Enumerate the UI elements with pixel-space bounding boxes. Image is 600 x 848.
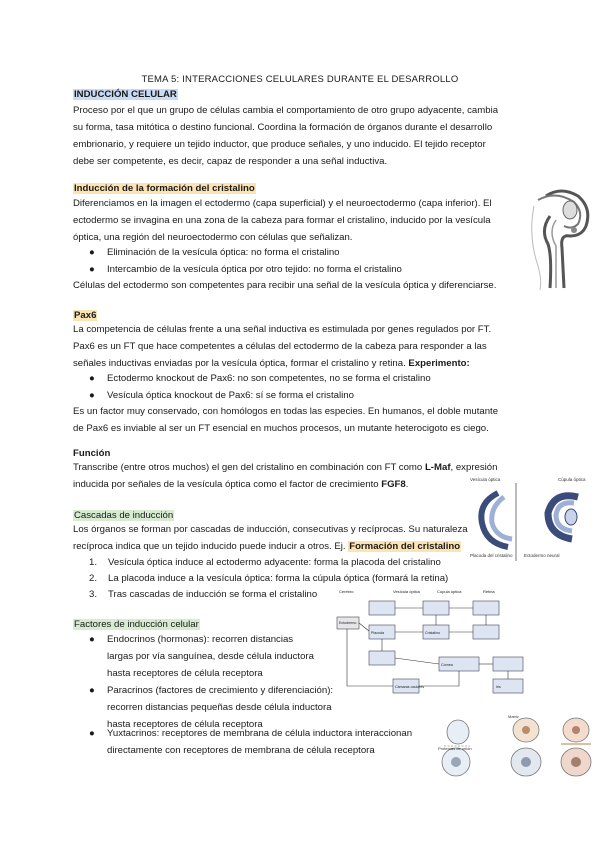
embryo-head-figure bbox=[526, 186, 596, 290]
bullet-ectodermo-knockout: ● Ectodermo knockout de Pax6: no son competentes, no se forma el cristalino bbox=[89, 373, 431, 384]
heading-pax6: Pax6 bbox=[74, 310, 97, 321]
flow-box-iris: Iris bbox=[496, 685, 501, 689]
flow-label-vesicula: Vesícula óptica bbox=[393, 589, 420, 594]
label-placoda: Placoda del cristalino bbox=[470, 553, 513, 558]
document-title: TEMA 5: INTERACCIONES CELULARES DURANTE EL DESARROLLO bbox=[141, 74, 459, 85]
flow-label-cerebro: Cerebro bbox=[339, 589, 354, 594]
label-cupula-optica: Cúpula óptica bbox=[558, 477, 586, 482]
bullet-intercambio: ● Intercambio de la vesícula óptica por otro tejido: no forma el cristalino bbox=[89, 264, 402, 275]
flow-box-placoda: Placoda bbox=[371, 631, 384, 635]
heading-cascadas: Cascadas de inducción bbox=[74, 510, 174, 521]
optic-cup-figure bbox=[468, 473, 598, 563]
flow-label-retina: Retina bbox=[483, 589, 495, 594]
heading-cristalino: Inducción de la formación del cristalino bbox=[74, 183, 255, 194]
flow-box-cristalino: Cristalino bbox=[425, 631, 440, 635]
list-item-1: 1. Vesícula óptica induce al ectodermo adyacente: forma la placoda del cristalino bbox=[89, 557, 441, 568]
label-matriz: Matriz bbox=[508, 714, 519, 719]
bullet-eliminacion: ● Eliminación de la vesícula óptica: no forma el cristalino bbox=[89, 247, 340, 258]
heading-funcion: Función bbox=[73, 448, 111, 459]
paragraph-conservado: Es un factor muy conservado, con homólogos en todas las especies. En humanos, el doble mutante de Pax6 es inviable al ser un FT esencial en muchos procesos, un mutante heterocigoto es ciego. bbox=[73, 406, 499, 434]
flow-box-ectodermo: Ectodermo bbox=[339, 621, 357, 625]
list-item-3: 3. Tras cascadas de inducción se forma el cristalino bbox=[89, 589, 318, 600]
paragraph-pax6: La competencia de células frente a una señal inductiva es estimulada por genes regulados por FT. Pax6 es un FT que hace competentes a células del ectodermo de la cabeza para responder a las señales inductivas enviadas por la vesícula óptica, formar el cristalino y retina. Experimento: bbox=[73, 324, 492, 369]
heading-induccion-celular: INDUCCIÓN CELULAR bbox=[74, 89, 177, 100]
list-item-2: 2. La placoda induce a la vesícula óptica: forma la cúpula óptica (formará la retina) bbox=[89, 573, 449, 584]
flow-box-cornea: Córnea bbox=[441, 663, 453, 667]
flow-box-camaras: Cámaras oculares bbox=[395, 685, 425, 689]
label-vesicula-optica: Vesícula óptica bbox=[470, 477, 501, 482]
bullet-endocrinos: ● Endocrinos (hormonas): recorren distancias largas por vía sanguínea, desde célula inductora hasta receptores de célula receptora bbox=[89, 634, 314, 679]
flow-label-cupula: Cúpula óptica bbox=[437, 589, 462, 594]
label-proteinas-union: Proteínas de unión bbox=[438, 746, 472, 751]
juxtacrine-cells-figure bbox=[436, 714, 600, 782]
induction-cascade-figure bbox=[333, 587, 530, 697]
paragraph-induccion: Proceso por el que un grupo de células cambia el comportamiento de otro grupo adyacente, cambia su forma, tasa mitótica o destino funcional. Coordina la formación de órganos durante el desarrollo embrionario, y requiere un tejido inductor, que produce señales, y uno inducido. El tejido receptor debe ser competente, es decir, capaz de responder a una señal inductiva. bbox=[73, 105, 499, 167]
label-ectodermo-neural: Ectodermo neural bbox=[524, 553, 560, 558]
bullet-yuxtacrinos: ● Yuxtacrinos: receptores de membrana de célula inductora interaccionan directamente con receptores de membrana de célula receptora bbox=[89, 728, 413, 756]
paragraph-cristalino: Diferenciamos en la imagen el ectodermo (capa superficial) y el neuroectodermo (capa inferior). El ectodermo se invagina en una zona de la cabeza para formar el cristalino, inducido por la vesícula óptica, una región del neuroectodermo con células que señalizan. bbox=[73, 198, 492, 243]
paragraph-cascadas: Los órganos se forman por cascadas de inducción, consecutivas y recíprocas. Su naturaleza recíproca indica que un tejido inducido puede inducir a otros. Ej. Formación del cristalino bbox=[73, 524, 468, 552]
bullet-vesicula-knockout: ● Vesícula óptica knockout de Pax6: sí se forma el cristalino bbox=[89, 390, 354, 401]
bullet-paracrinos: ● Paracrinos (factores de crecimiento y diferenciación): recorren distancias pequeñas desde célula inductora hasta receptores de célula receptora bbox=[89, 685, 334, 730]
heading-factores: Factores de inducción celular bbox=[74, 619, 199, 630]
paragraph-funcion: Transcribe (entre otros muchos) el gen del cristalino en combinación con FT como L-Maf, expresión inducida por señales de la vesícula óptica como el factor de crecimiento FGF8. bbox=[73, 462, 498, 490]
paragraph-competentes: Células del ectodermo son competentes para recibir una señal de la vesícula óptica y diferenciarse. bbox=[73, 280, 497, 291]
